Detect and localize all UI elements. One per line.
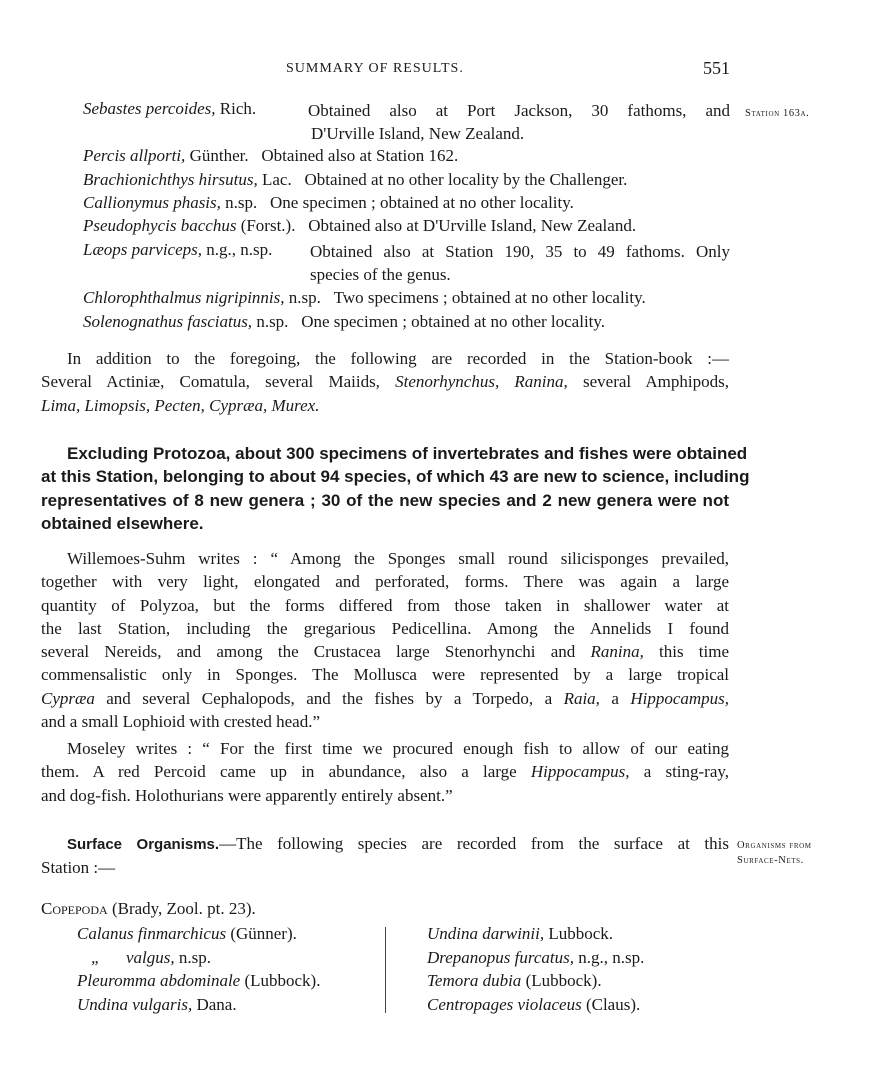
- species-name: Callionymus phasis,: [83, 193, 221, 212]
- list-item: [427, 947, 644, 969]
- species-name: Percis allporti,: [83, 146, 186, 165]
- station-book-paragraph: [41, 347, 729, 417]
- italic-span: Cypræa: [41, 688, 95, 708]
- list-item: [77, 923, 297, 945]
- species-note: Obtained also at D'Urville Island, New Zealand.: [308, 216, 637, 235]
- species-author: (Forst.).: [240, 216, 296, 235]
- paragraph-line: Willemoes-Suhm writes : “ Among the Sponges small round silicisponges prevailed,: [67, 549, 729, 568]
- paragraph-line: [41, 640, 729, 663]
- paragraph-line: representatives of 8 new genera ; 30 of the new species and 2 new genera were not: [41, 490, 729, 510]
- margin-note-station: Station 163a.: [745, 108, 810, 119]
- species-name: „ valgus,: [91, 948, 175, 967]
- species-author: Lac.: [261, 170, 292, 189]
- species-author: (Günner).: [230, 924, 297, 943]
- summary-paragraph: [41, 442, 750, 535]
- italic-span: Ranina,: [590, 642, 644, 662]
- page-number: 551: [703, 58, 730, 78]
- species-author: (Lubbock).: [525, 971, 602, 990]
- species-author: Günther.: [189, 146, 249, 165]
- species-note: One specimen ; obtained at no other locality.: [301, 312, 606, 331]
- species-name: Chlorophthalmus nigripinnis,: [83, 288, 285, 307]
- list-item: [91, 947, 211, 969]
- text-span: several Nereids, and among the Crustacea large Stenorhynchi and: [41, 642, 576, 662]
- species-author: Lubbock.: [548, 924, 614, 943]
- paragraph-line: [41, 687, 729, 710]
- paragraph-line: Lima, Limopsis, Pecten, Cypræa, Murex.: [41, 395, 320, 415]
- species-name: Brachionichthys hirsutus,: [83, 170, 258, 189]
- running-title: SUMMARY OF RESULTS.: [286, 61, 464, 76]
- paragraph-line: and a small Lophioid with crested head.”: [41, 712, 320, 732]
- copepoda-heading: [41, 898, 256, 920]
- italic-span: Stenorhynchus, Ranina,: [395, 372, 568, 392]
- paragraph-line: the last Station, including the gregarious Pedicellina. Among the Annelids I found: [41, 618, 729, 638]
- paragraph-line: Moseley writes : “ For the first time we procured enough fish to allow of our eating: [67, 739, 729, 758]
- list-item: [83, 192, 574, 214]
- species-name: Solenognathus fasciatus,: [83, 312, 253, 331]
- paragraph-line: [41, 760, 729, 783]
- paragraph-line: at this Station, belonging to about 94 species, of which 43 are new to science, including: [41, 467, 750, 487]
- text-span: and several Cephalopods, and the fishes by a Torpedo, a: [106, 688, 553, 708]
- paragraph-line: commensalistic only in Sponges. The Mollusca were represented by a large tropical: [41, 665, 729, 685]
- species-author: Rich.: [219, 99, 257, 118]
- species-name: Drepanopus furcatus,: [427, 948, 575, 967]
- list-item: [427, 994, 640, 1016]
- species-name: Temora dubia: [427, 971, 522, 990]
- section-heading: Surface Organisms.: [67, 836, 220, 853]
- species-author: (Claus).: [585, 995, 641, 1014]
- list-item: [77, 970, 320, 992]
- list-item: [427, 923, 613, 945]
- list-item: [83, 287, 646, 309]
- species-name: Centropages violaceus: [427, 995, 582, 1014]
- species-name: Undina darwinii,: [427, 924, 545, 943]
- paragraph-line: obtained elsewhere.: [41, 513, 204, 533]
- margin-note-organisms: Organisms from: [737, 840, 812, 851]
- species-note-cont: D'Urville Island, New Zealand.: [311, 124, 525, 143]
- margin-note-surface-nets: Surface-Nets.: [737, 855, 804, 866]
- paragraph-line: Station :—: [41, 858, 116, 878]
- species-author: n.sp.: [288, 288, 321, 307]
- text-span: —The following species are recorded from the surface at this: [219, 834, 729, 853]
- text-span: a sting-ray,: [643, 762, 730, 782]
- list-item: [83, 98, 256, 120]
- paragraph-line: together with very light, elongated and perforated, forms. There was again a large: [41, 572, 729, 592]
- paragraph-line: and dog-fish. Holothurians were apparently entirely absent.”: [41, 785, 453, 805]
- species-note: One specimen ; obtained at no other locality.: [270, 193, 574, 212]
- list-item: [427, 970, 602, 992]
- species-author: n.sp.: [225, 193, 258, 212]
- group-name: Copepoda: [41, 899, 108, 918]
- list-item: [83, 311, 605, 333]
- list-item: [83, 145, 458, 167]
- species-name: Pseudophycis bacchus: [83, 216, 237, 235]
- italic-span: Raia,: [563, 688, 600, 708]
- species-name: Pleuromma abdominale: [77, 971, 241, 990]
- surface-paragraph: [41, 832, 729, 880]
- species-author: n.g., n.sp.: [206, 240, 273, 259]
- italic-span: Hippocampus,: [530, 762, 630, 782]
- text-span: a: [611, 688, 619, 708]
- italic-span: Hippocampus,: [630, 688, 730, 708]
- species-author: n.sp.: [256, 312, 289, 331]
- species-author: n.g., n.sp.: [578, 948, 645, 967]
- species-author: Dana.: [196, 995, 237, 1014]
- text-span: several Amphipods,: [582, 372, 729, 392]
- species-note: Obtained also at Station 162.: [261, 146, 459, 165]
- list-item: [83, 239, 272, 261]
- species-name: Læops parviceps,: [83, 240, 202, 259]
- column-divider: [385, 927, 386, 1013]
- species-name: Sebastes percoides,: [83, 99, 216, 118]
- list-item: [77, 994, 237, 1016]
- species-note: Obtained at no other locality by the Challenger.: [304, 170, 628, 189]
- willemoes-paragraph: [41, 547, 729, 733]
- moseley-paragraph: [41, 737, 729, 807]
- paragraph-line: In addition to the foregoing, the following are recorded in the Station-book :—: [67, 349, 729, 368]
- species-note: Two specimens ; obtained at no other locality.: [333, 288, 646, 307]
- species-name: Calanus finmarchicus: [77, 924, 227, 943]
- species-name: Undina vulgaris,: [77, 995, 193, 1014]
- paragraph-line: quantity of Polyzoa, but the forms differed from those taken in shallower water at: [41, 595, 729, 615]
- text-span: Several Actiniæ, Comatula, several Maiids,: [41, 372, 380, 392]
- group-reference: (Brady, Zool. pt. 23).: [111, 899, 256, 918]
- species-author: n.sp.: [178, 948, 211, 967]
- species-note: Obtained also at Station 190, 35 to 49 fathoms. Only: [310, 242, 730, 261]
- paragraph-line: [41, 370, 729, 393]
- paragraph-line: Excluding Protozoa, about 300 specimens of invertebrates and fishes were obtained: [67, 444, 748, 463]
- species-note: Obtained also at Port Jackson, 30 fathoms, and: [308, 101, 730, 120]
- list-item: [83, 215, 636, 237]
- text-span: them. A red Percoid came up in abundance, also a large: [41, 762, 517, 782]
- species-note-cont: species of the genus.: [310, 265, 451, 284]
- species-author: (Lubbock).: [244, 971, 321, 990]
- text-span: this time: [659, 642, 730, 662]
- paragraph-line: [41, 832, 729, 856]
- list-item: [83, 169, 627, 191]
